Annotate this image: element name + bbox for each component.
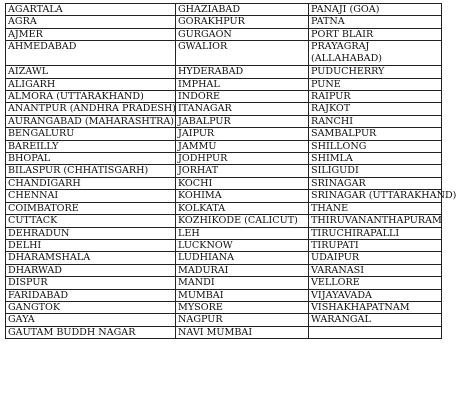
table-row: [6, 177, 442, 189]
table-row: [6, 314, 442, 326]
city-cell-col3: PATNA: [309, 16, 442, 28]
city-cell-col1: GANGTOK: [6, 301, 176, 313]
table-row: [6, 252, 442, 264]
table-row: [6, 153, 442, 165]
city-table-container: [5, 3, 456, 339]
city-cell-col1: DHARAMSHALA: [6, 252, 176, 264]
city-cell-col3: SHILLONG: [309, 140, 442, 152]
table-row: [6, 165, 442, 177]
city-cell-col1: DISPUR: [6, 277, 176, 289]
city-cell-col2: NAVI MUMBAI: [176, 326, 309, 338]
table-row: [6, 28, 442, 40]
city-cell-col3: PUNE: [309, 78, 442, 90]
city-cell-col3: RANCHI: [309, 115, 442, 127]
city-cell-col2: GORAKHPUR: [176, 16, 309, 28]
city-cell-col2: KOCHI: [176, 177, 309, 189]
city-cell-col1: COIMBATORE: [6, 202, 176, 214]
table-row: [6, 326, 442, 338]
city-cell-col1: GAYA: [6, 314, 176, 326]
city-cell-col2: GWALIOR: [176, 41, 309, 66]
table-row: [6, 128, 442, 140]
city-cell-col1: BILASPUR (CHHATISGARH): [6, 165, 176, 177]
table-row: [6, 301, 442, 313]
city-cell-col3: SRINAGAR: [309, 177, 442, 189]
city-cell-col3: VISHAKHAPATNAM: [309, 301, 442, 313]
city-cell-col2: HYDERABAD: [176, 66, 309, 78]
city-cell-col1: CUTTACK: [6, 215, 176, 227]
city-cell-col3: RAIPUR: [309, 91, 442, 103]
city-cell-col1: BENGALURU: [6, 128, 176, 140]
city-cell-col2: MYSORE: [176, 301, 309, 313]
city-cell-col3: SHIMLA: [309, 153, 442, 165]
city-cell-col3: PUDUCHERRY: [309, 66, 442, 78]
city-cell-col2: MUMBAI: [176, 289, 309, 301]
table-row: [6, 277, 442, 289]
city-cell-col2: MANDI: [176, 277, 309, 289]
city-cell-col2: GHAZIABAD: [176, 4, 309, 16]
city-cell-col3: SAMBALPUR: [309, 128, 442, 140]
city-cell-col2: KOZHIKODE (CALICUT): [176, 215, 309, 227]
city-cell-col3: VARANASI: [309, 264, 442, 276]
table-row: [6, 190, 442, 202]
city-cell-col1: AGRA: [6, 16, 176, 28]
city-cell-col3: SRINAGAR (UTTARAKHAND): [309, 190, 442, 202]
city-cell-col1: ANANTPUR (ANDHRA PRADESH): [6, 103, 176, 115]
city-cell-col1: BAREILLY: [6, 140, 176, 152]
city-cell-col3: WARANGAL: [309, 314, 442, 326]
city-cell-col3: PORT BLAIR: [309, 28, 442, 40]
city-cell-col1: FARIDABAD: [6, 289, 176, 301]
city-cell-col3: VIJAYAVADA: [309, 289, 442, 301]
city-cell-col1: ALMORA (UTTARAKHAND): [6, 91, 176, 103]
city-cell-col2: LUCKNOW: [176, 239, 309, 251]
city-cell-col1: GAUTAM BUDDH NAGAR: [6, 326, 176, 338]
table-row: [6, 215, 442, 227]
city-cell-col1: ALIGARH: [6, 78, 176, 90]
city-cell-col2: GURGAON: [176, 28, 309, 40]
city-cell-col3: TIRUCHIRAPALLI: [309, 227, 442, 239]
city-cell-col2: IMPHAL: [176, 78, 309, 90]
city-cell-col1: CHENNAI: [6, 190, 176, 202]
city-cell-col1: AGARTALA: [6, 4, 176, 16]
city-cell-col1: AHMEDABAD: [6, 41, 176, 66]
city-cell-col2: LEH: [176, 227, 309, 239]
table-row: [6, 4, 442, 16]
city-cell-col2: JAMMU: [176, 140, 309, 152]
table-row: [6, 289, 442, 301]
city-cell-col1: DHARWAD: [6, 264, 176, 276]
city-cell-col3: THIRUVANANTHAPURAM: [309, 215, 442, 227]
city-cell-col2: MADURAI: [176, 264, 309, 276]
city-cell-col3: UDAIPUR: [309, 252, 442, 264]
table-row: [6, 16, 442, 28]
city-cell-col2: KOLKATA: [176, 202, 309, 214]
table-row: [6, 103, 442, 115]
table-row: [6, 91, 442, 103]
city-cell-col3: VELLORE: [309, 277, 442, 289]
city-cell-col1: AURANGABAD (MAHARASHTRA): [6, 115, 176, 127]
city-table-body: [6, 4, 456, 339]
city-cell-col2: INDORE: [176, 91, 309, 103]
table-row: [6, 227, 442, 239]
city-table: [5, 3, 456, 339]
city-cell-col1: CHANDIGARH: [6, 177, 176, 189]
table-row: [6, 115, 442, 127]
city-cell-col2: ITANAGAR: [176, 103, 309, 115]
city-cell-col3: SILIGUDI: [309, 165, 442, 177]
table-row: [6, 140, 442, 152]
table-row: [6, 78, 442, 90]
city-cell-col2: JABALPUR: [176, 115, 309, 127]
city-cell-col3: PANAJI (GOA): [309, 4, 442, 16]
city-cell-col3: TIRUPATI: [309, 239, 442, 251]
city-cell-col2: JORHAT: [176, 165, 309, 177]
city-cell-col1: BHOPAL: [6, 153, 176, 165]
city-cell-col2: NAGPUR: [176, 314, 309, 326]
city-cell-col1: AJMER: [6, 28, 176, 40]
city-cell-col1: DEHRADUN: [6, 227, 176, 239]
table-row: [6, 264, 442, 276]
city-cell-col2: JAIPUR: [176, 128, 309, 140]
city-cell-col3: THANE: [309, 202, 442, 214]
city-cell-col2: LUDHIANA: [176, 252, 309, 264]
city-cell-col2: KOHIMA: [176, 190, 309, 202]
table-row: [6, 202, 442, 214]
table-row: [6, 239, 442, 251]
city-cell-col2: JODHPUR: [176, 153, 309, 165]
city-cell-col3: PRAYAGRAJ (ALLAHABAD): [309, 41, 442, 66]
city-cell-col1: DELHI: [6, 239, 176, 251]
table-row: [6, 41, 442, 66]
city-cell-col3: [309, 326, 442, 338]
city-cell-col1: AIZAWL: [6, 66, 176, 78]
city-cell-col3: RAJKOT: [309, 103, 442, 115]
table-row: [6, 66, 442, 78]
